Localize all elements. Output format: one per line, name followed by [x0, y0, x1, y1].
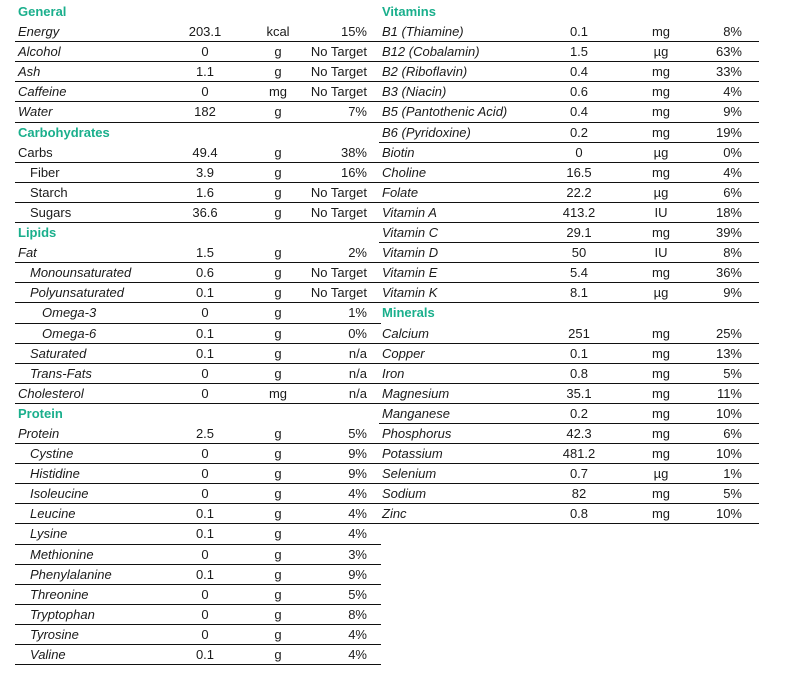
nutrient-row-selenium [379, 464, 759, 484]
nutrient-amount: 0 [201, 626, 209, 642]
nutrient-amount: 0.2 [569, 405, 589, 421]
nutrient-row-saturated [15, 344, 381, 364]
nutrient-amount: 0 [201, 365, 209, 381]
nutrient-unit: g [274, 305, 282, 321]
nutrient-percent-target: 1% [348, 305, 367, 321]
nutrient-amount: 0 [201, 546, 209, 562]
nutrient-amount: 0.1 [195, 325, 215, 341]
nutrient-name: Omega-3 [42, 305, 97, 321]
nutrient-unit: mg [651, 345, 671, 361]
nutrient-row-b6-pyridoxine [379, 123, 759, 143]
nutrient-unit: g [274, 466, 282, 482]
nutrient-name: Vitamin A [382, 204, 437, 220]
nutrient-amount: 203.1 [188, 24, 222, 40]
nutrient-unit: g [274, 546, 282, 562]
nutrient-name: Zinc [382, 506, 407, 522]
nutrient-unit: g [274, 566, 282, 582]
nutrient-unit: mg [651, 24, 671, 40]
nutrient-name: Polyunsaturated [30, 285, 124, 301]
section-header-vitamins [379, 2, 759, 22]
nutrient-name: Leucine [30, 506, 76, 522]
nutrient-row-iron [379, 364, 759, 384]
section-title: Minerals [382, 305, 435, 321]
nutrient-unit: mg [651, 385, 671, 401]
nutrient-name: Histidine [30, 466, 80, 482]
nutrient-row-tyrosine [15, 625, 381, 645]
section-header-general [15, 2, 381, 22]
nutrient-row-b5-pantothenic-acid [379, 102, 759, 122]
nutrient-percent-target: 10% [715, 446, 742, 462]
nutrient-name: Lysine [30, 526, 68, 542]
nutrient-percent-target: 4% [348, 647, 367, 662]
nutrient-percent-target: 19% [715, 124, 742, 140]
nutrient-percent-target: 4% [348, 626, 367, 642]
nutrient-unit: mg [651, 265, 671, 281]
nutrient-row-carbs [15, 143, 381, 163]
nutrient-name: Choline [382, 164, 427, 180]
nutrient-percent-target: 9% [348, 466, 367, 482]
nutrient-unit: mg [651, 84, 671, 100]
nutrient-name: Phosphorus [382, 425, 452, 441]
nutrient-amount: 50 [571, 245, 587, 261]
nutrient-unit: µg [653, 285, 669, 301]
nutrient-amount: 49.4 [192, 144, 218, 160]
nutrient-amount: 0 [201, 446, 209, 462]
nutrient-amount: 0.6 [569, 84, 589, 100]
nutrient-percent-target: 16% [340, 164, 367, 180]
nutrient-table-left [15, 2, 381, 665]
nutrient-name: Manganese [382, 405, 450, 421]
nutrient-row-valine [15, 645, 381, 665]
nutrient-percent-target: 4% [348, 526, 367, 542]
nutrient-unit: mg [651, 486, 671, 502]
nutrient-percent-target: n/a [348, 365, 367, 381]
nutrient-amount: 251 [568, 325, 590, 341]
nutrient-percent-target: No Target [310, 84, 367, 100]
nutrient-name: Methionine [30, 546, 94, 562]
nutrient-row-cholesterol [15, 384, 381, 404]
nutrient-unit: µg [653, 144, 669, 160]
nutrient-row-fat [15, 243, 381, 263]
nutrient-amount: 0.7 [569, 466, 589, 482]
nutrient-amount: 0.8 [569, 506, 589, 522]
nutrient-row-alcohol [15, 42, 381, 62]
nutrient-percent-target: 9% [723, 104, 742, 120]
nutrient-percent-target: 38% [340, 144, 367, 160]
section-header-minerals [379, 303, 759, 323]
nutrient-percent-target: 39% [715, 225, 742, 241]
nutrient-amount: 0 [201, 606, 209, 622]
nutrient-percent-target: n/a [348, 385, 367, 401]
section-header-lipids [15, 223, 381, 243]
nutrient-unit: mg [651, 506, 671, 522]
nutrient-amount: 0.2 [569, 124, 589, 140]
nutrient-unit: g [274, 144, 282, 160]
nutrient-amount: 0.1 [195, 647, 215, 662]
nutrient-percent-target: 6% [723, 425, 742, 441]
nutrient-amount: 0.1 [195, 566, 215, 582]
nutrient-name: Valine [30, 647, 66, 662]
nutrient-name: B2 (Riboflavin) [382, 64, 468, 80]
nutrient-name: Protein [18, 425, 60, 441]
nutrient-percent-target: 6% [723, 184, 742, 200]
nutrient-percent-target: 3% [348, 546, 367, 562]
nutrient-unit: g [274, 425, 282, 441]
nutrient-amount: 1.5 [195, 245, 215, 261]
nutrient-row-b2-riboflavin [379, 62, 759, 82]
nutrient-name: Tryptophan [30, 606, 95, 622]
nutrient-amount: 0.8 [569, 365, 589, 381]
nutrient-amount: 0 [201, 486, 209, 502]
nutrient-percent-target: 8% [723, 24, 742, 40]
nutrient-amount: 16.5 [566, 164, 592, 180]
nutrient-unit: mg [651, 64, 671, 80]
nutrient-percent-target: No Target [310, 44, 367, 60]
nutrient-unit: g [274, 204, 282, 220]
nutrient-row-sodium [379, 484, 759, 504]
nutrient-row-lysine [15, 524, 381, 544]
nutrient-amount: 0.1 [195, 526, 215, 542]
nutrient-row-magnesium [379, 384, 759, 404]
nutrient-row-sugars [15, 203, 381, 223]
nutrient-name: B6 (Pyridoxine) [382, 124, 471, 140]
nutrient-name: Threonine [30, 586, 89, 602]
nutrient-unit: mg [651, 365, 671, 381]
nutrient-row-starch [15, 183, 381, 203]
nutrient-name: Potassium [382, 446, 443, 462]
nutrient-unit: mg [651, 225, 671, 241]
nutrient-percent-target: 8% [348, 606, 367, 622]
nutrient-row-water [15, 102, 381, 122]
nutrient-row-b1-thiamine [379, 22, 759, 42]
nutrient-percent-target: 4% [723, 84, 742, 100]
nutrient-unit: mg [268, 84, 288, 100]
nutrient-unit: mg [651, 164, 671, 180]
nutrient-percent-target: 5% [723, 365, 742, 381]
nutrient-name: Copper [382, 345, 425, 361]
nutrient-row-omega-6 [15, 324, 381, 344]
nutrient-amount: 42.3 [566, 425, 592, 441]
nutrient-percent-target: 8% [723, 245, 742, 261]
nutrient-row-zinc [379, 504, 759, 524]
nutrient-percent-target: 11% [716, 385, 742, 401]
nutrient-percent-target: 2% [348, 245, 367, 261]
nutrient-amount: 0.1 [195, 285, 215, 301]
nutrient-name: B1 (Thiamine) [382, 24, 464, 40]
nutrient-row-calcium [379, 324, 759, 344]
nutrient-name: Isoleucine [30, 486, 89, 502]
nutrient-row-choline [379, 163, 759, 183]
nutrient-amount: 0 [575, 144, 583, 160]
nutrient-row-methionine [15, 545, 381, 565]
nutrient-percent-target: No Target [310, 204, 367, 220]
nutrient-amount: 0 [201, 466, 209, 482]
nutrient-percent-target: 0% [723, 144, 742, 160]
nutrient-percent-target: 15% [340, 24, 367, 40]
nutrient-unit: mg [651, 405, 671, 421]
nutrient-row-cystine [15, 444, 381, 464]
nutrient-unit: g [274, 606, 282, 622]
nutrient-name: Alcohol [18, 44, 61, 60]
nutrient-percent-target: 7% [348, 104, 367, 120]
nutrient-percent-target: 5% [348, 425, 367, 441]
nutrient-percent-target: 4% [348, 506, 367, 522]
nutrient-name: Vitamin E [382, 265, 438, 281]
nutrient-amount: 0 [201, 305, 209, 321]
nutrient-percent-target: n/a [348, 345, 367, 361]
nutrient-row-isoleucine [15, 484, 381, 504]
nutrient-name: Fiber [30, 164, 60, 180]
nutrient-name: Phenylalanine [30, 566, 112, 582]
nutrient-row-energy [15, 22, 381, 42]
nutrient-name: Carbs [18, 144, 53, 160]
nutrient-name: Saturated [30, 345, 87, 361]
nutrient-amount: 29.1 [566, 225, 592, 241]
nutrient-unit: mg [651, 124, 671, 140]
nutrient-percent-target: 9% [348, 566, 367, 582]
nutrient-row-biotin [379, 143, 759, 163]
nutrient-percent-target: 0% [348, 325, 367, 341]
nutrient-unit: g [274, 184, 282, 200]
nutrient-unit: mg [651, 325, 671, 341]
nutrient-percent-target: 36% [715, 265, 742, 281]
nutrient-unit: g [274, 586, 282, 602]
nutrient-percent-target: 13% [715, 345, 742, 361]
nutrient-name: Sodium [382, 486, 427, 502]
nutrient-percent-target: No Target [310, 184, 367, 200]
nutrient-unit: g [274, 285, 282, 301]
nutrient-row-manganese [379, 404, 759, 424]
nutrient-unit: g [274, 164, 282, 180]
nutrient-amount: 22.2 [566, 184, 592, 200]
nutrient-percent-target: 4% [723, 164, 742, 180]
nutrient-percent-target: 33% [715, 64, 742, 80]
nutrient-row-potassium [379, 444, 759, 464]
nutrient-row-vitamin-k [379, 283, 759, 303]
nutrient-amount: 3.9 [195, 164, 215, 180]
section-title: General [18, 4, 67, 19]
nutrient-percent-target: 1% [723, 466, 742, 482]
nutrient-name: Vitamin D [382, 245, 439, 261]
nutrient-unit: mg [651, 104, 671, 120]
nutrient-unit: g [274, 325, 282, 341]
nutrient-row-leucine [15, 504, 381, 524]
nutrient-table-right [379, 2, 759, 524]
nutrient-amount: 1.6 [195, 184, 215, 200]
nutrient-amount: 182 [194, 104, 216, 120]
nutrient-percent-target: 4% [348, 486, 367, 502]
nutrient-row-vitamin-c [379, 223, 759, 243]
nutrient-name: Cystine [30, 446, 74, 462]
nutrient-unit: µg [653, 184, 669, 200]
nutrient-amount: 0 [201, 385, 209, 401]
nutrient-name: B12 (Cobalamin) [382, 44, 480, 60]
section-title: Vitamins [382, 4, 436, 19]
nutrient-name: Vitamin C [382, 225, 439, 241]
nutrient-unit: IU [654, 245, 668, 261]
nutrient-row-phenylalanine [15, 565, 381, 585]
section-header-protein [15, 404, 381, 424]
nutrient-unit: mg [651, 446, 671, 462]
nutrient-percent-target: 9% [723, 285, 742, 301]
nutrient-row-vitamin-e [379, 263, 759, 283]
nutrient-amount: 8.1 [569, 285, 589, 301]
nutrient-unit: mg [268, 385, 288, 401]
nutrient-percent-target: 63% [715, 44, 742, 60]
nutrient-amount: 0 [201, 586, 209, 602]
nutrient-amount: 1.5 [569, 44, 589, 60]
nutrient-name: B3 (Niacin) [382, 84, 447, 100]
nutrient-name: Tyrosine [30, 626, 79, 642]
nutrient-name: Selenium [382, 466, 437, 482]
section-title: Protein [18, 405, 63, 421]
section-header-carbohydrates [15, 123, 381, 143]
nutrient-unit: mg [651, 425, 671, 441]
section-title: Carbohydrates [18, 124, 110, 140]
nutrient-amount: 0 [201, 44, 209, 60]
nutrient-name: Energy [18, 24, 60, 40]
nutrient-amount: 0.1 [569, 24, 589, 40]
nutrient-amount: 2.5 [195, 425, 215, 441]
nutrient-percent-target: 10% [715, 405, 742, 421]
nutrient-unit: g [274, 265, 282, 281]
nutrient-unit: g [274, 626, 282, 642]
nutrient-amount: 0.1 [195, 506, 215, 522]
nutrient-name: Caffeine [18, 84, 67, 100]
nutrient-percent-target: No Target [310, 265, 367, 281]
nutrient-name: Biotin [382, 144, 415, 160]
nutrient-unit: g [274, 526, 282, 542]
nutrient-percent-target: 25% [715, 325, 742, 341]
nutrient-unit: g [274, 64, 282, 80]
nutrient-amount: 0.1 [195, 345, 215, 361]
nutrient-percent-target: 18% [715, 204, 742, 220]
nutrient-name: Monounsaturated [30, 265, 132, 281]
nutrient-unit: g [274, 506, 282, 522]
nutrient-name: Omega-6 [42, 325, 97, 341]
nutrient-amount: 0.4 [569, 64, 589, 80]
nutrient-percent-target: 5% [348, 586, 367, 602]
nutrient-row-ash [15, 62, 381, 82]
nutrient-name: Iron [382, 365, 405, 381]
nutrient-name: Ash [18, 64, 41, 80]
nutrient-amount: 5.4 [569, 265, 589, 281]
nutrient-name: Water [18, 104, 53, 120]
nutrient-percent-target: 9% [348, 446, 367, 462]
nutrient-amount: 0.6 [195, 265, 215, 281]
nutrient-row-b12-cobalamin [379, 42, 759, 62]
nutrient-name: Folate [382, 184, 419, 200]
nutrient-amount: 1.1 [195, 64, 215, 80]
nutrient-row-monounsaturated [15, 263, 381, 283]
nutrient-unit: g [274, 44, 282, 60]
nutrient-unit: g [274, 365, 282, 381]
nutrient-row-protein [15, 424, 381, 444]
nutrient-name: Magnesium [382, 385, 450, 401]
nutrient-amount: 36.6 [192, 204, 218, 220]
nutrient-unit: g [274, 647, 282, 662]
nutrient-unit: g [274, 104, 282, 120]
nutrient-row-histidine [15, 464, 381, 484]
nutrient-amount: 35.1 [566, 385, 592, 401]
nutrient-name: Starch [30, 184, 68, 200]
nutrient-amount: 82 [571, 486, 587, 502]
nutrient-unit: g [274, 486, 282, 502]
nutrient-percent-target: 10% [715, 506, 742, 522]
nutrient-amount: 413.2 [562, 204, 596, 220]
nutrient-name: Fat [18, 245, 37, 261]
nutrient-row-threonine [15, 585, 381, 605]
nutrient-name: Trans-Fats [30, 365, 92, 381]
nutrient-amount: 0.4 [569, 104, 589, 120]
nutrient-unit: IU [654, 204, 668, 220]
nutrient-name: B5 (Pantothenic Acid) [382, 104, 508, 120]
nutrient-row-caffeine [15, 82, 381, 102]
nutrient-row-phosphorus [379, 424, 759, 444]
nutrient-unit: kcal [266, 24, 290, 40]
nutrient-row-omega-3 [15, 303, 381, 323]
nutrient-unit: g [274, 446, 282, 462]
nutrient-row-b3-niacin [379, 82, 759, 102]
nutrient-name: Sugars [30, 204, 72, 220]
nutrient-amount: 0 [201, 84, 209, 100]
nutrient-row-fiber [15, 163, 381, 183]
nutrient-amount: 0.1 [569, 345, 589, 361]
nutrient-row-vitamin-a [379, 203, 759, 223]
nutrient-amount: 481.2 [562, 446, 596, 462]
nutrient-row-copper [379, 344, 759, 364]
section-title: Lipids [18, 225, 57, 241]
nutrient-row-tryptophan [15, 605, 381, 625]
nutrient-row-vitamin-d [379, 243, 759, 263]
nutrient-name: Cholesterol [18, 385, 84, 401]
nutrient-row-polyunsaturated [15, 283, 381, 303]
nutrient-name: Vitamin K [382, 285, 438, 301]
nutrient-unit: µg [653, 466, 669, 482]
nutrient-row-folate [379, 183, 759, 203]
nutrient-percent-target: No Target [310, 285, 367, 301]
nutrient-percent-target: 5% [723, 486, 742, 502]
nutrient-row-trans-fats [15, 364, 381, 384]
nutrient-percent-target: No Target [310, 64, 367, 80]
nutrient-unit: g [274, 245, 282, 261]
nutrient-unit: µg [653, 44, 669, 60]
nutrient-name: Calcium [382, 325, 429, 341]
nutrient-unit: g [274, 345, 282, 361]
